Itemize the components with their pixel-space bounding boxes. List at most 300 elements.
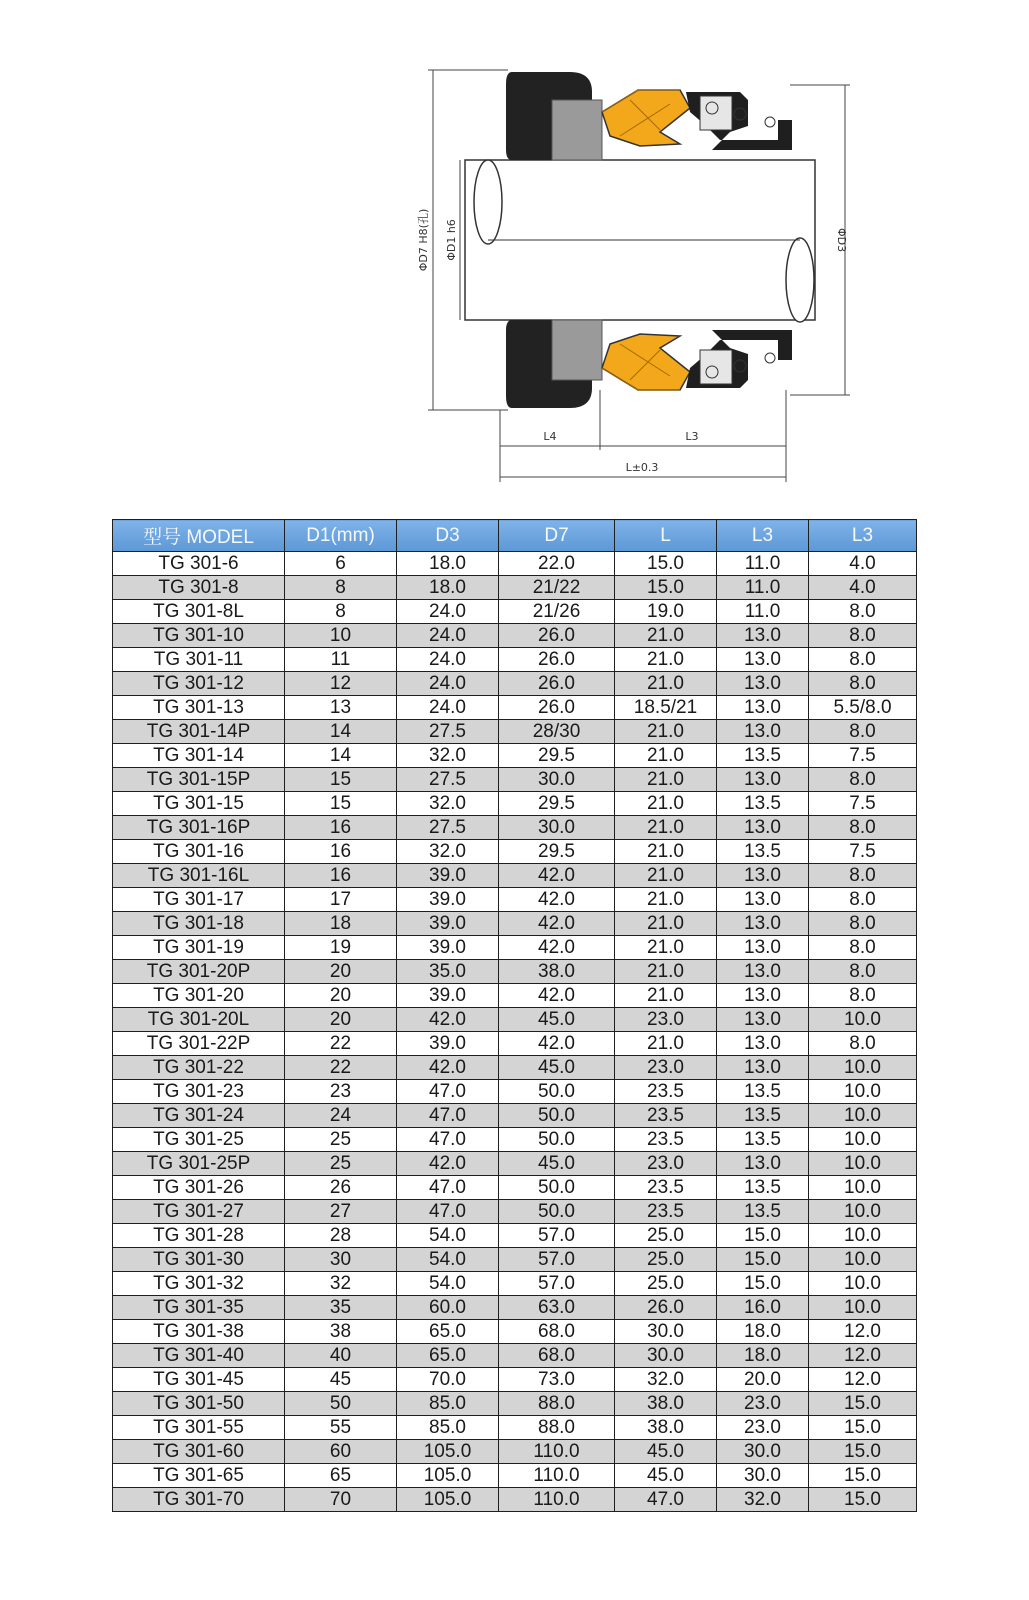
table-row	[113, 1344, 917, 1368]
table-cell: 10.0	[809, 1152, 917, 1176]
table-cell: 27.5	[397, 816, 499, 840]
table-cell: 38.0	[615, 1392, 717, 1416]
table-cell: 47.0	[397, 1200, 499, 1224]
table-cell: 32.0	[397, 792, 499, 816]
table-cell: 12	[285, 672, 397, 696]
table-cell: 24	[285, 1104, 397, 1128]
table-cell: 26.0	[499, 672, 615, 696]
table-cell: 11.0	[717, 600, 809, 624]
table-cell: 42.0	[499, 912, 615, 936]
table-cell: 23.0	[717, 1392, 809, 1416]
table-cell: 18.0	[397, 576, 499, 600]
table-cell: 19	[285, 936, 397, 960]
table-cell: 13.5	[717, 1080, 809, 1104]
table-cell: 13.0	[717, 1032, 809, 1056]
table-cell: 12.0	[809, 1344, 917, 1368]
table-cell: 57.0	[499, 1248, 615, 1272]
column-header: 型号 MODEL	[113, 520, 285, 552]
table-cell: 4.0	[809, 576, 917, 600]
table-row	[113, 936, 917, 960]
table-cell: TG 301-25P	[113, 1152, 285, 1176]
table-cell: 105.0	[397, 1488, 499, 1512]
table-cell: 13.0	[717, 768, 809, 792]
table-cell: 10.0	[809, 1272, 917, 1296]
table-cell: 32.0	[717, 1488, 809, 1512]
table-cell: 22	[285, 1032, 397, 1056]
table-cell: 8.0	[809, 624, 917, 648]
label-d7: ΦD7 H8(孔)	[417, 208, 430, 272]
column-header: L3	[717, 520, 809, 552]
table-cell: 26.0	[499, 696, 615, 720]
table-cell: 73.0	[499, 1368, 615, 1392]
table-cell: 22.0	[499, 552, 615, 576]
table-cell: 20	[285, 960, 397, 984]
table-cell: 5.5/8.0	[809, 696, 917, 720]
table-cell: 13.0	[717, 1152, 809, 1176]
table-row	[113, 1128, 917, 1152]
table-cell: 8.0	[809, 960, 917, 984]
table-cell: 24.0	[397, 600, 499, 624]
table-cell: 110.0	[499, 1464, 615, 1488]
table-cell: 39.0	[397, 1032, 499, 1056]
table-cell: 105.0	[397, 1464, 499, 1488]
table-cell: 42.0	[499, 936, 615, 960]
table-cell: 29.5	[499, 840, 615, 864]
table-cell: 65	[285, 1464, 397, 1488]
table-cell: 13.0	[717, 984, 809, 1008]
table-cell: 8.0	[809, 888, 917, 912]
table-cell: 8.0	[809, 984, 917, 1008]
table-row	[113, 984, 917, 1008]
table-cell: 25	[285, 1152, 397, 1176]
table-cell: 50.0	[499, 1128, 615, 1152]
table-cell: TG 301-25	[113, 1128, 285, 1152]
table-cell: 50.0	[499, 1080, 615, 1104]
table-cell: TG 301-8	[113, 576, 285, 600]
table-cell: 10.0	[809, 1248, 917, 1272]
table-cell: 42.0	[397, 1056, 499, 1080]
table-cell: 50.0	[499, 1176, 615, 1200]
column-header: L3	[809, 520, 917, 552]
table-cell: TG 301-14P	[113, 720, 285, 744]
table-cell: TG 301-27	[113, 1200, 285, 1224]
table-cell: TG 301-45	[113, 1368, 285, 1392]
table-cell: 10.0	[809, 1080, 917, 1104]
table-cell: 13.0	[717, 936, 809, 960]
table-cell: 13.0	[717, 912, 809, 936]
table-cell: 42.0	[397, 1008, 499, 1032]
table-cell: TG 301-70	[113, 1488, 285, 1512]
table-cell: 39.0	[397, 864, 499, 888]
table-cell: 35	[285, 1296, 397, 1320]
table-cell: 4.0	[809, 552, 917, 576]
table-cell: TG 301-22	[113, 1056, 285, 1080]
table-cell: 60	[285, 1440, 397, 1464]
table-cell: 20.0	[717, 1368, 809, 1392]
table-row	[113, 1008, 917, 1032]
table-cell: 8.0	[809, 936, 917, 960]
label-d3: ΦD3	[835, 227, 848, 253]
table-cell: 54.0	[397, 1272, 499, 1296]
table-cell: 8.0	[809, 600, 917, 624]
table-cell: 30.0	[499, 816, 615, 840]
table-cell: 70.0	[397, 1368, 499, 1392]
table-cell: 65.0	[397, 1320, 499, 1344]
table-cell: TG 301-20P	[113, 960, 285, 984]
table-cell: 26	[285, 1176, 397, 1200]
table-cell: 21/22	[499, 576, 615, 600]
table-cell: TG 301-14	[113, 744, 285, 768]
table-cell: 26.0	[499, 648, 615, 672]
table-cell: TG 301-19	[113, 936, 285, 960]
table-cell: TG 301-30	[113, 1248, 285, 1272]
table-cell: TG 301-50	[113, 1392, 285, 1416]
table-cell: 21.0	[615, 1032, 717, 1056]
table-cell: 8.0	[809, 648, 917, 672]
table-cell: 21.0	[615, 744, 717, 768]
table-cell: 54.0	[397, 1248, 499, 1272]
table-cell: 24.0	[397, 672, 499, 696]
table-cell: 21.0	[615, 936, 717, 960]
table-cell: 10.0	[809, 1200, 917, 1224]
table-row	[113, 1032, 917, 1056]
table-row	[113, 1296, 917, 1320]
table-row	[113, 1488, 917, 1512]
table-cell: 42.0	[499, 1032, 615, 1056]
table-cell: 8.0	[809, 768, 917, 792]
table-cell: 105.0	[397, 1440, 499, 1464]
table-cell: 88.0	[499, 1416, 615, 1440]
table-cell: 63.0	[499, 1296, 615, 1320]
table-cell: 7.5	[809, 744, 917, 768]
table-cell: 13.5	[717, 744, 809, 768]
column-header: D3	[397, 520, 499, 552]
table-cell: 15.0	[809, 1416, 917, 1440]
table-cell: 88.0	[499, 1392, 615, 1416]
table-row	[113, 1104, 917, 1128]
table-cell: 42.0	[499, 984, 615, 1008]
table-cell: 70	[285, 1488, 397, 1512]
table-cell: 25	[285, 1128, 397, 1152]
table-cell: 29.5	[499, 744, 615, 768]
table-cell: 23.5	[615, 1128, 717, 1152]
table-cell: 16.0	[717, 1296, 809, 1320]
table-cell: 35.0	[397, 960, 499, 984]
table-cell: 57.0	[499, 1272, 615, 1296]
table-cell: 11.0	[717, 576, 809, 600]
column-header: L	[615, 520, 717, 552]
table-cell: 28/30	[499, 720, 615, 744]
table-cell: 47.0	[397, 1176, 499, 1200]
table-cell: 38.0	[499, 960, 615, 984]
table-cell: 21.0	[615, 840, 717, 864]
table-cell: 47.0	[397, 1128, 499, 1152]
table-cell: 110.0	[499, 1488, 615, 1512]
table-cell: TG 301-26	[113, 1176, 285, 1200]
table-row	[113, 696, 917, 720]
table-cell: TG 301-17	[113, 888, 285, 912]
table-cell: 45.0	[615, 1440, 717, 1464]
table-cell: 18.0	[717, 1320, 809, 1344]
table-cell: 13.0	[717, 624, 809, 648]
table-cell: 32	[285, 1272, 397, 1296]
table-cell: 8.0	[809, 912, 917, 936]
table-cell: 15.0	[615, 576, 717, 600]
table-cell: TG 301-24	[113, 1104, 285, 1128]
table-cell: TG 301-60	[113, 1440, 285, 1464]
table-cell: 8	[285, 576, 397, 600]
table-cell: 47.0	[615, 1488, 717, 1512]
table-cell: TG 301-8L	[113, 600, 285, 624]
table-cell: 10	[285, 624, 397, 648]
table-cell: TG 301-16	[113, 840, 285, 864]
table-cell: 23.0	[717, 1416, 809, 1440]
table-cell: 32.0	[397, 840, 499, 864]
table-cell: 15.0	[809, 1488, 917, 1512]
table-cell: 13.5	[717, 1200, 809, 1224]
table-cell: TG 301-32	[113, 1272, 285, 1296]
table-cell: 55	[285, 1416, 397, 1440]
table-cell: 23.5	[615, 1104, 717, 1128]
table-cell: 8.0	[809, 1032, 917, 1056]
table-cell: 23.5	[615, 1200, 717, 1224]
table-cell: 13.0	[717, 720, 809, 744]
table-row	[113, 744, 917, 768]
table-row	[113, 1224, 917, 1248]
table-cell: 27	[285, 1200, 397, 1224]
table-cell: 22	[285, 1056, 397, 1080]
table-cell: 68.0	[499, 1320, 615, 1344]
table-cell: 47.0	[397, 1080, 499, 1104]
table-cell: 42.0	[499, 888, 615, 912]
table-cell: 13.0	[717, 696, 809, 720]
table-cell: 57.0	[499, 1224, 615, 1248]
table-row	[113, 1152, 917, 1176]
seal-bottom-half	[506, 320, 792, 408]
table-cell: TG 301-23	[113, 1080, 285, 1104]
table-cell: 26.0	[615, 1296, 717, 1320]
table-cell: TG 301-15P	[113, 768, 285, 792]
table-cell: 10.0	[809, 1224, 917, 1248]
table-cell: 8.0	[809, 816, 917, 840]
table-cell: 30	[285, 1248, 397, 1272]
table-cell: 16	[285, 816, 397, 840]
table-cell: 65.0	[397, 1344, 499, 1368]
table-cell: TG 301-15	[113, 792, 285, 816]
table-cell: 10.0	[809, 1176, 917, 1200]
table-cell: TG 301-65	[113, 1464, 285, 1488]
table-cell: 20	[285, 1008, 397, 1032]
table-cell: 38	[285, 1320, 397, 1344]
table-cell: 21.0	[615, 792, 717, 816]
table-cell: TG 301-10	[113, 624, 285, 648]
table-cell: 16	[285, 840, 397, 864]
table-cell: 15	[285, 792, 397, 816]
table-cell: TG 301-28	[113, 1224, 285, 1248]
table-cell: 23.0	[615, 1056, 717, 1080]
table-cell: 21.0	[615, 768, 717, 792]
table-cell: 32.0	[615, 1368, 717, 1392]
table-cell: 20	[285, 984, 397, 1008]
table-cell: TG 301-16P	[113, 816, 285, 840]
table-cell: 13.0	[717, 648, 809, 672]
table-cell: 21.0	[615, 984, 717, 1008]
table-row	[113, 1080, 917, 1104]
table-cell: 21.0	[615, 912, 717, 936]
table-row	[113, 840, 917, 864]
table-cell: 21.0	[615, 648, 717, 672]
table-cell: 19.0	[615, 600, 717, 624]
table-cell: 50.0	[499, 1104, 615, 1128]
table-cell: 15.0	[809, 1440, 917, 1464]
table-cell: 14	[285, 744, 397, 768]
table-cell: 27.5	[397, 768, 499, 792]
table-cell: 24.0	[397, 624, 499, 648]
table-cell: 10.0	[809, 1104, 917, 1128]
table-cell: 60.0	[397, 1296, 499, 1320]
table-cell: 21.0	[615, 864, 717, 888]
table-cell: 12.0	[809, 1320, 917, 1344]
header-row	[113, 520, 917, 552]
table-cell: 13.0	[717, 960, 809, 984]
table-cell: 15	[285, 768, 397, 792]
table-cell: 21.0	[615, 624, 717, 648]
table-cell: 45.0	[499, 1056, 615, 1080]
table-cell: 28	[285, 1224, 397, 1248]
table-cell: 23.0	[615, 1008, 717, 1032]
table-row	[113, 672, 917, 696]
table-row	[113, 864, 917, 888]
table-cell: 15.0	[717, 1224, 809, 1248]
table-row	[113, 1272, 917, 1296]
table-header	[113, 520, 917, 552]
table-cell: TG 301-35	[113, 1296, 285, 1320]
table-cell: 25.0	[615, 1248, 717, 1272]
table-cell: TG 301-18	[113, 912, 285, 936]
table-row	[113, 1200, 917, 1224]
shaft	[465, 160, 815, 322]
table-cell: 45.0	[615, 1464, 717, 1488]
table-row	[113, 1248, 917, 1272]
table-cell: 15.0	[809, 1392, 917, 1416]
table-cell: TG 301-11	[113, 648, 285, 672]
table-cell: 42.0	[499, 864, 615, 888]
table-cell: 40	[285, 1344, 397, 1368]
table-cell: TG 301-40	[113, 1344, 285, 1368]
table-row	[113, 1176, 917, 1200]
table-cell: 50	[285, 1392, 397, 1416]
table-cell: 30.0	[717, 1440, 809, 1464]
table-cell: TG 301-55	[113, 1416, 285, 1440]
table-cell: 25.0	[615, 1224, 717, 1248]
table-row	[113, 1320, 917, 1344]
table-cell: 85.0	[397, 1416, 499, 1440]
table-cell: 11.0	[717, 552, 809, 576]
table-row	[113, 720, 917, 744]
table-cell: 16	[285, 864, 397, 888]
table-cell: 18.5/21	[615, 696, 717, 720]
table-cell: 18.0	[717, 1344, 809, 1368]
table-cell: 21/26	[499, 600, 615, 624]
table-cell: 13.0	[717, 888, 809, 912]
table-cell: 15.0	[615, 552, 717, 576]
table-cell: 30.0	[499, 768, 615, 792]
table-cell: 30.0	[615, 1344, 717, 1368]
table-cell: 10.0	[809, 1296, 917, 1320]
table-cell: 12.0	[809, 1368, 917, 1392]
table-cell: 18	[285, 912, 397, 936]
table-cell: 8.0	[809, 672, 917, 696]
table-cell: 26.0	[499, 624, 615, 648]
table-cell: 39.0	[397, 888, 499, 912]
table-row	[113, 576, 917, 600]
table-body	[113, 552, 917, 1512]
label-d1: ΦD1 h6	[445, 219, 458, 261]
table-cell: 45	[285, 1368, 397, 1392]
table-cell: 15.0	[717, 1248, 809, 1272]
table-cell: 32.0	[397, 744, 499, 768]
table-cell: 17	[285, 888, 397, 912]
table-cell: 21.0	[615, 816, 717, 840]
table-cell: 24.0	[397, 696, 499, 720]
table-cell: 18.0	[397, 552, 499, 576]
table-cell: 13.5	[717, 1128, 809, 1152]
table-cell: TG 301-12	[113, 672, 285, 696]
table-cell: 13.0	[717, 864, 809, 888]
table-cell: 13.5	[717, 792, 809, 816]
table-cell: 54.0	[397, 1224, 499, 1248]
table-cell: 23.5	[615, 1080, 717, 1104]
table-cell: 11	[285, 648, 397, 672]
table-cell: 13	[285, 696, 397, 720]
table-row	[113, 552, 917, 576]
table-cell: 13.0	[717, 1008, 809, 1032]
seal-cross-section-diagram	[0, 0, 1029, 520]
table-cell: 6	[285, 552, 397, 576]
table-cell: TG 301-22P	[113, 1032, 285, 1056]
table-cell: 30.0	[717, 1464, 809, 1488]
table-cell: 47.0	[397, 1104, 499, 1128]
table-cell: 13.5	[717, 840, 809, 864]
table-cell: 7.5	[809, 840, 917, 864]
table-cell: 8	[285, 600, 397, 624]
label-l: L±0.3	[625, 461, 659, 474]
table-cell: 23	[285, 1080, 397, 1104]
label-l3: L3	[685, 430, 699, 443]
spec-table	[112, 519, 917, 1512]
table-cell: TG 301-20	[113, 984, 285, 1008]
table-cell: TG 301-20L	[113, 1008, 285, 1032]
table-cell: 21.0	[615, 960, 717, 984]
table-row	[113, 648, 917, 672]
table-cell: 29.5	[499, 792, 615, 816]
table-cell: 30.0	[615, 1320, 717, 1344]
table-cell: 21.0	[615, 672, 717, 696]
table-cell: 85.0	[397, 1392, 499, 1416]
table-cell: 21.0	[615, 888, 717, 912]
table-cell: 39.0	[397, 984, 499, 1008]
table-cell: 39.0	[397, 936, 499, 960]
table-cell: 13.5	[717, 1176, 809, 1200]
table-cell: TG 301-38	[113, 1320, 285, 1344]
table-cell: 13.0	[717, 672, 809, 696]
table-cell: 45.0	[499, 1152, 615, 1176]
table-cell: 8.0	[809, 864, 917, 888]
table-cell: 38.0	[615, 1416, 717, 1440]
table-cell: 8.0	[809, 720, 917, 744]
table-row	[113, 912, 917, 936]
column-header: D1(mm)	[285, 520, 397, 552]
